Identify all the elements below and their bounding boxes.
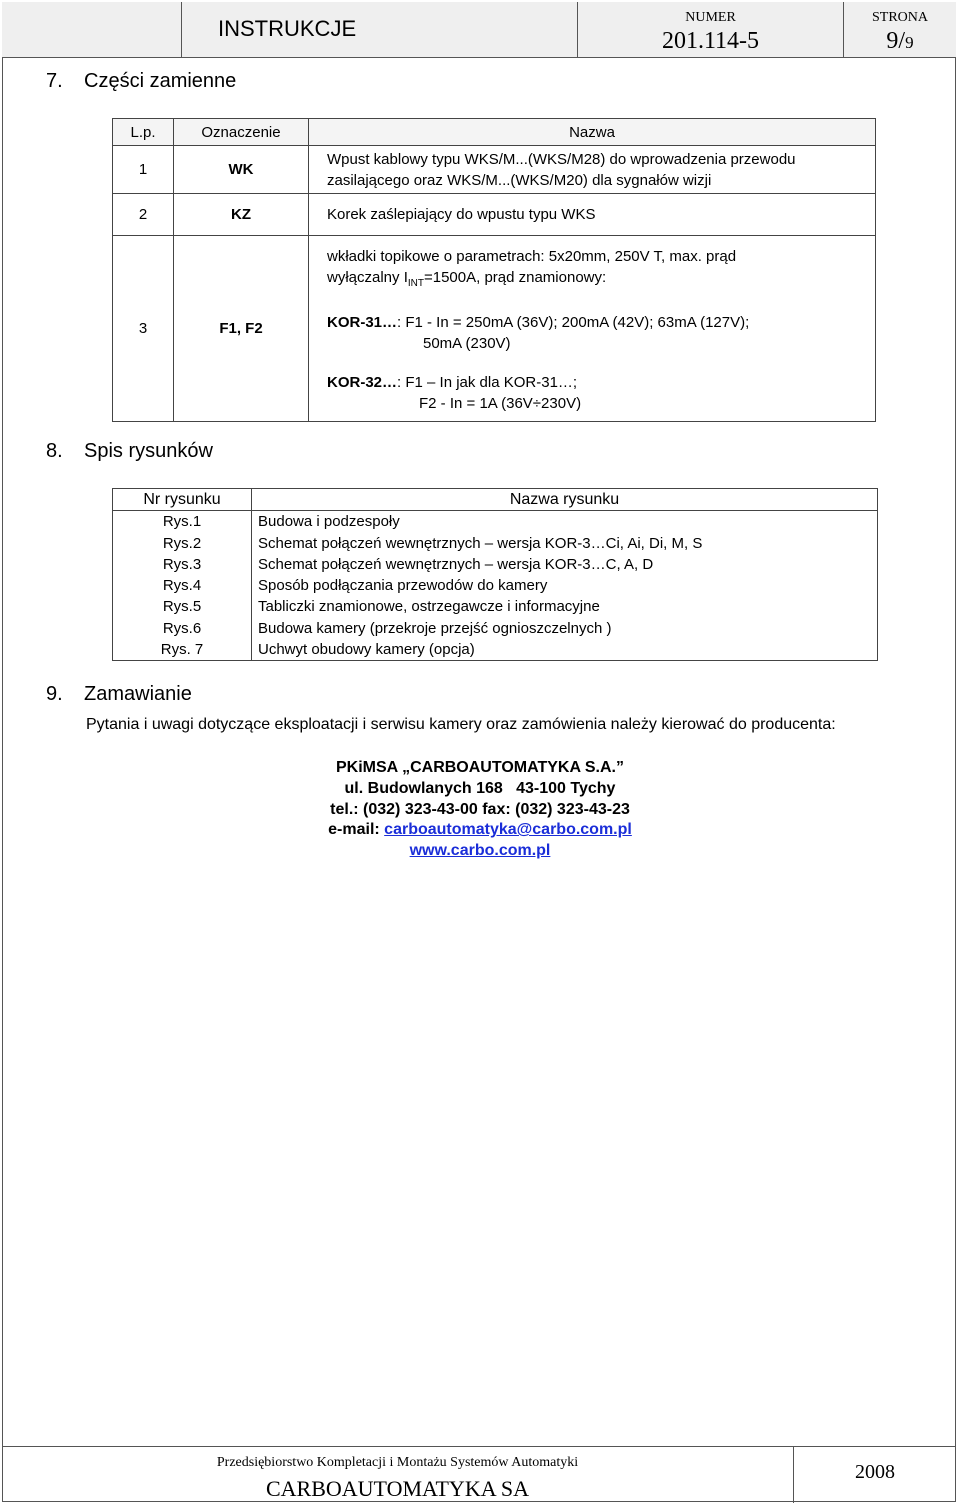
column-header-oznaczenie: Oznaczenie bbox=[174, 119, 309, 146]
section-title: Zamawianie bbox=[84, 683, 192, 705]
cell-nr: Rys.3 bbox=[113, 554, 252, 575]
website-line bbox=[0, 841, 960, 862]
table-header-row bbox=[113, 119, 876, 146]
cell-nazwa: Uchwyt obudowy kamery (opcja) bbox=[258, 641, 475, 659]
kor32-line bbox=[327, 372, 875, 393]
header-numer-cell bbox=[578, 2, 844, 58]
cell-nazwa: Tabliczki znamionowe, ostrzegawcze i informacyjne bbox=[258, 598, 600, 616]
header-title: INSTRUKCJE bbox=[218, 16, 357, 41]
column-header-lp: L.p. bbox=[113, 119, 174, 146]
header-strona-label: STRONA bbox=[871, 10, 928, 25]
table-header-row bbox=[113, 489, 878, 511]
section-number: 7. bbox=[46, 70, 63, 92]
cell-lp: 2 bbox=[113, 194, 174, 236]
kor31-label: KOR-31… bbox=[327, 313, 398, 331]
table-row bbox=[113, 575, 878, 596]
section-9-heading bbox=[46, 683, 192, 706]
cell-nazwa: Sposób podłączania przewodów do kamery bbox=[258, 577, 548, 595]
company-name: PKiMSA „CARBOAUTOMATYKA S.A.” bbox=[336, 759, 624, 776]
email-label: e-mail: bbox=[328, 821, 385, 839]
fuse-intro-text: =1500A, prąd znamionowy: bbox=[423, 268, 607, 286]
cell-nazwa: Schemat połączeń wewnętrznych – wersja KOR-3…C, A, D bbox=[258, 555, 654, 573]
cell-nr: Rys.2 bbox=[113, 533, 252, 554]
kor32-text: : F1 – In jak dla KOR-31…; bbox=[397, 373, 578, 391]
kor32-label: KOR-32… bbox=[327, 373, 398, 391]
section-title: Spis rysunków bbox=[84, 440, 213, 462]
cell-nr: Rys. 7 bbox=[113, 639, 252, 661]
cell-lp: 3 bbox=[113, 236, 174, 422]
section-title: Części zamienne bbox=[84, 70, 237, 92]
cell-nazwa bbox=[309, 236, 876, 422]
footer-company-line1: Przedsiębiorstwo Kompletacji i Montażu Systemów Automatyki bbox=[216, 1455, 579, 1470]
footer-year: 2008 bbox=[855, 1461, 895, 1483]
cell-nr: Rys.5 bbox=[113, 596, 252, 617]
table-row bbox=[113, 236, 876, 422]
column-header-nazwa: Nazwa rysunku bbox=[252, 489, 878, 511]
header-title-cell bbox=[182, 2, 578, 58]
table-row bbox=[113, 194, 876, 236]
section-number: 9. bbox=[46, 683, 63, 705]
header-numer-label: NUMER bbox=[685, 10, 736, 25]
table-row bbox=[113, 596, 878, 617]
table-row bbox=[113, 511, 878, 533]
footer-company-line2: CARBOAUTOMATYKA SA bbox=[265, 1476, 530, 1501]
table-row bbox=[113, 618, 878, 639]
cell-nazwa: Budowa i podzespoły bbox=[258, 513, 400, 531]
table-row bbox=[113, 533, 878, 554]
header-strona-cell bbox=[844, 2, 956, 58]
cell-nazwa: Schemat połączeń wewnętrznych – wersja KOR-3…Ci, Ai, Di, M, S bbox=[258, 534, 703, 552]
cell-nazwa bbox=[309, 146, 876, 194]
website-link[interactable]: www.carbo.com.pl bbox=[409, 842, 551, 860]
nazwa-line: Wpust kablowy typu WKS/M...(WKS/M28) do wprowadzenia przewodu bbox=[327, 150, 796, 168]
cell-nr: Rys.4 bbox=[113, 575, 252, 596]
contact-block bbox=[0, 758, 960, 862]
company-phone: tel.: (032) 323-43-00 fax: (032) 323-43-23 bbox=[330, 800, 630, 818]
page-number: 9/ bbox=[886, 28, 906, 54]
table-row bbox=[113, 554, 878, 575]
fuse-intro-subscript: INT bbox=[407, 277, 424, 289]
header-blank-cell bbox=[2, 2, 182, 58]
cell-nr: Rys.1 bbox=[113, 511, 252, 533]
kor31-continuation: 50mA (230V) bbox=[423, 334, 511, 352]
company-address: ul. Budowlanych 168 43-100 Tychy bbox=[344, 779, 616, 797]
section-8-heading bbox=[46, 440, 213, 463]
cell-nazwa: Korek zaślepiający do wpustu typu WKS bbox=[309, 194, 876, 236]
header-strona-value bbox=[844, 28, 956, 55]
page-total: 9 bbox=[905, 33, 914, 52]
section-number: 8. bbox=[46, 440, 63, 462]
cell-oznaczenie: WK bbox=[174, 146, 309, 194]
cell-nr: Rys.6 bbox=[113, 618, 252, 639]
table-row bbox=[113, 146, 876, 194]
kor31-text: : F1 - In = 250mA (36V); 200mA (42V); 63mA (127V); bbox=[397, 313, 750, 331]
cell-nazwa: Budowa kamery (przekroje przejść ognioszczelnych ) bbox=[258, 619, 612, 637]
cell-oznaczenie: F1, F2 bbox=[174, 236, 309, 422]
page-header bbox=[2, 2, 956, 58]
cell-oznaczenie: KZ bbox=[174, 194, 309, 236]
email-link[interactable]: carboautomatyka@carbo.com.pl bbox=[384, 821, 632, 839]
figures-table bbox=[112, 488, 878, 661]
kor31-line bbox=[327, 312, 875, 333]
footer-company-cell bbox=[2, 1447, 794, 1503]
fuse-intro-line: wkładki topikowe o parametrach: 5x20mm, 250V T, max. prąd bbox=[327, 247, 737, 265]
nazwa-line: zasilającego oraz WKS/M...(WKS/M20) dla sygnałów wizji bbox=[327, 171, 712, 189]
spare-parts-table bbox=[112, 118, 876, 422]
fuse-intro-line bbox=[327, 267, 875, 294]
cell-lp: 1 bbox=[113, 146, 174, 194]
fuse-intro-text: wyłączalny I bbox=[327, 268, 408, 286]
section-7-heading bbox=[46, 70, 236, 93]
column-header-nazwa: Nazwa bbox=[309, 119, 876, 146]
order-paragraph: Pytania i uwagi dotyczące eksploatacji i serwisu kamery oraz zamówienia należy kierować do producenta: bbox=[86, 716, 836, 733]
header-numer-value: 201.114-5 bbox=[661, 28, 760, 54]
page-footer bbox=[2, 1446, 956, 1503]
email-line bbox=[0, 820, 960, 841]
table-row bbox=[113, 639, 878, 661]
kor32-continuation: F2 - In = 1A (36V÷230V) bbox=[419, 394, 582, 412]
column-header-nr: Nr rysunku bbox=[113, 489, 252, 511]
